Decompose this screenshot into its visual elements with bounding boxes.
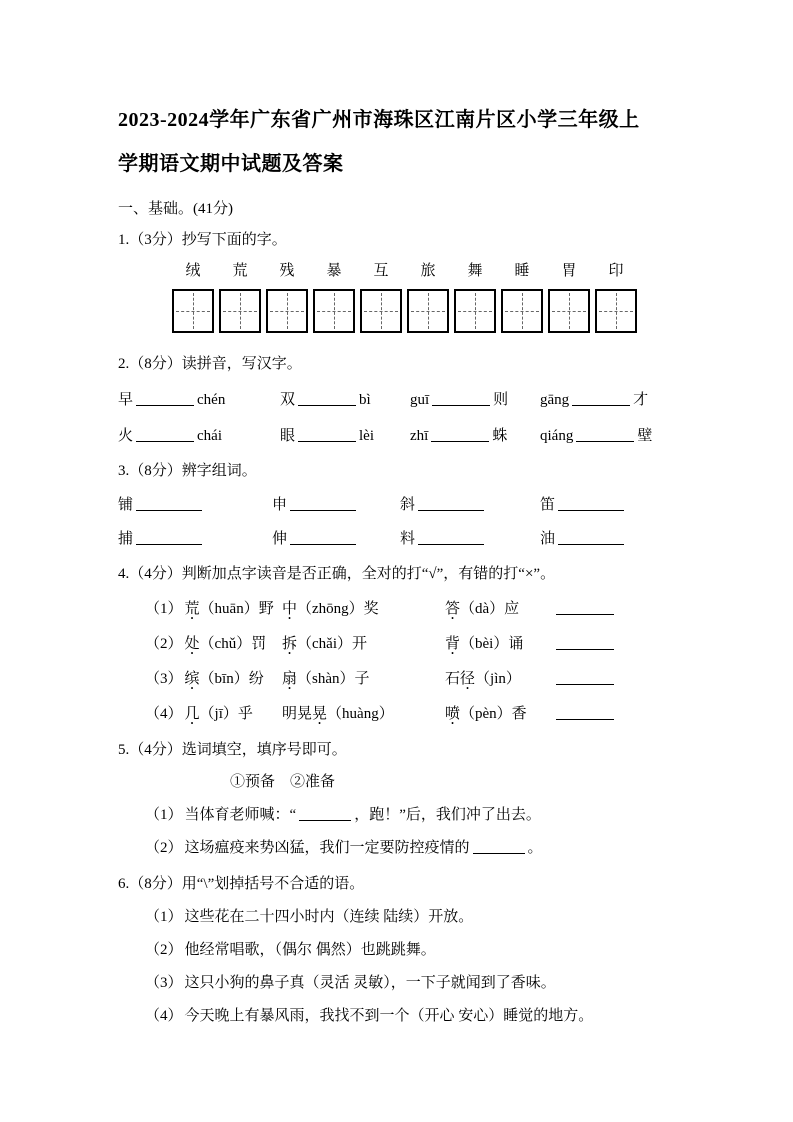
- q2-row: [118, 391, 675, 409]
- judge-phrase: [445, 600, 553, 618]
- pinyin-blank-item: [410, 391, 540, 409]
- q6-item: [145, 941, 675, 959]
- phrase-post: （zhōng）奖: [297, 601, 379, 617]
- item-char: 料: [400, 531, 416, 547]
- copy-character: 残: [279, 263, 295, 279]
- sentence-pre: 当体育老师喊：“: [184, 807, 297, 823]
- item-pre: qiáng: [540, 428, 574, 444]
- q2-prompt: 2.（8分）读拼音，写汉字。: [118, 356, 302, 372]
- sentence-text: 他经常唱歌，（偶尔 偶然）也跳跳舞。: [184, 942, 436, 958]
- answer-blank: [136, 496, 202, 511]
- subitem-label: （4）: [145, 1008, 183, 1024]
- phrase-post: （bèi）诵: [460, 636, 524, 652]
- dotted-character: 荒: [184, 601, 200, 617]
- judge-phrase: [282, 635, 445, 653]
- copy-character: 旅: [420, 263, 436, 279]
- item-post: 才: [633, 392, 649, 408]
- word-blank-item: [118, 496, 272, 514]
- sentence-text: 今天晚上有暴风雨，我找不到一个（开心 安心）睡觉的地方。: [184, 1008, 594, 1024]
- item-pre: 早: [118, 392, 134, 408]
- doc-title: [118, 98, 675, 186]
- judge-phrase: [145, 705, 282, 723]
- sentence-text: 这只小狗的鼻子真（灵活 灵敏），一下子就闻到了香味。: [184, 975, 556, 991]
- judge-phrase: [445, 635, 553, 653]
- answer-blank: [418, 530, 484, 545]
- item-post: chái: [197, 428, 222, 444]
- judge-phrase: [145, 670, 282, 688]
- judge-phrase: [445, 670, 553, 688]
- word-blank-item: [118, 530, 272, 548]
- answer-blank: [298, 391, 356, 406]
- answer-blank: [556, 670, 614, 685]
- writing-grid-cell: [501, 289, 543, 333]
- item-char: 捕: [118, 531, 134, 547]
- q2-row: [118, 427, 675, 445]
- phrase-post: （chǔ）罚: [199, 636, 267, 652]
- item-char: 斜: [400, 497, 416, 513]
- answer-blank: [136, 427, 194, 442]
- answer-blank: [290, 496, 356, 511]
- subitem-label: （4）: [145, 706, 183, 722]
- copy-character: 荒: [232, 263, 248, 279]
- q5-prompt: 5.（4分）选词填空，填序号即可。: [118, 742, 347, 758]
- phrase-post: （chǎi）开: [297, 636, 367, 652]
- dotted-character: 径: [460, 671, 476, 687]
- subitem-label: （3）: [145, 975, 183, 991]
- answer-blank: [432, 391, 490, 406]
- phrase-post: （bīn）纷: [199, 671, 264, 687]
- dotted-character: 中: [282, 601, 298, 617]
- answer-blank: [431, 427, 489, 442]
- phrase-pre: 明晃: [282, 706, 313, 722]
- q6-item: [145, 908, 675, 926]
- copy-character: 胃: [561, 263, 577, 279]
- q6-item: [145, 974, 675, 992]
- copy-character: 印: [608, 263, 624, 279]
- item-char: 笛: [540, 497, 556, 513]
- q1-writing-grids: [172, 289, 675, 333]
- answer-blank: [558, 530, 624, 545]
- writing-grid-cell: [313, 289, 355, 333]
- subitem-label: （3）: [145, 671, 183, 687]
- dotted-character: 喷: [445, 706, 461, 722]
- answer-blank: [558, 496, 624, 511]
- pinyin-blank-item: [118, 427, 280, 445]
- q4-judge-row: [145, 670, 675, 688]
- dotted-character: 处: [184, 636, 200, 652]
- writing-grid-cell: [454, 289, 496, 333]
- answer-blank: [136, 530, 202, 545]
- item-pre: 眼: [280, 428, 296, 444]
- writing-grid-cell: [219, 289, 261, 333]
- phrase-post: （dà）应: [460, 601, 520, 617]
- section-heading: 一、基础。(41分): [118, 201, 233, 217]
- q5-item: [145, 806, 675, 824]
- q3-row: [118, 530, 675, 548]
- item-char: 申: [272, 497, 288, 513]
- phrase-post: （shàn）子: [297, 671, 370, 687]
- dotted-character: 晃: [312, 706, 328, 722]
- sentence-pre: 这场瘟疫来势凶猛，我们一定要防控疫情的: [184, 840, 470, 856]
- q4-judge-row: [145, 600, 675, 618]
- pinyin-blank-item: [280, 427, 410, 445]
- item-post: 则: [493, 392, 509, 408]
- pinyin-blank-item: [280, 391, 410, 409]
- subitem-label: （1）: [145, 807, 183, 823]
- copy-character: 绒: [185, 263, 201, 279]
- q3-prompt: 3.（8分）辨字组词。: [118, 463, 257, 479]
- writing-grid-cell: [172, 289, 214, 333]
- answer-blank: [556, 635, 614, 650]
- sentence-text: 这些花在二十四小时内（连续 陆续）开放。: [184, 909, 474, 925]
- judge-answer: [553, 635, 675, 653]
- answer-blank: [290, 530, 356, 545]
- answer-blank: [298, 427, 356, 442]
- pinyin-blank-item: [410, 427, 540, 445]
- q1-copy-characters: [172, 262, 675, 280]
- item-pre: 火: [118, 428, 134, 444]
- writing-grid-cell: [548, 289, 590, 333]
- item-pre: gāng: [540, 392, 570, 408]
- dotted-character: 缤: [184, 671, 200, 687]
- word-blank-item: [272, 530, 400, 548]
- dotted-character: 拆: [282, 636, 298, 652]
- subitem-label: （1）: [145, 601, 183, 617]
- phrase-post: （pèn）香: [460, 706, 527, 722]
- word-blank-item: [400, 496, 540, 514]
- q4-prompt: 4.（4分）判断加点字读音是否正确，全对的打“√”，有错的打“×”。: [118, 566, 556, 582]
- writing-grid-cell: [266, 289, 308, 333]
- q4-judge-row: [145, 635, 675, 653]
- sentence-post: ，跑！”后，我们冲了出去。: [354, 807, 541, 823]
- item-char: 伸: [272, 531, 288, 547]
- item-post: bì: [359, 392, 371, 408]
- judge-answer: [553, 705, 675, 723]
- item-post: 蛛: [492, 428, 508, 444]
- phrase-pre: 石: [445, 671, 461, 687]
- judge-phrase: [445, 705, 553, 723]
- item-char: 铺: [118, 497, 134, 513]
- answer-blank: [299, 806, 351, 821]
- doc-title-line2: 学期语文期中试题及答案: [118, 153, 344, 175]
- answer-blank: [576, 427, 634, 442]
- item-post: 壁: [637, 428, 653, 444]
- judge-phrase: [282, 705, 445, 723]
- phrase-post: （jī）乎: [199, 706, 253, 722]
- copy-character: 暴: [326, 263, 342, 279]
- copy-character: 睡: [514, 263, 530, 279]
- copy-character: 互: [373, 263, 389, 279]
- q3-row: [118, 496, 675, 514]
- q6-item: [145, 1007, 675, 1025]
- writing-grid-cell: [407, 289, 449, 333]
- sentence-post: 。: [527, 840, 543, 856]
- item-pre: 双: [280, 392, 296, 408]
- word-blank-item: [540, 530, 675, 548]
- answer-blank: [136, 391, 194, 406]
- answer-blank: [556, 600, 614, 615]
- item-char: 油: [540, 531, 556, 547]
- judge-answer: [553, 600, 675, 618]
- answer-blank: [556, 705, 614, 720]
- word-blank-item: [540, 496, 675, 514]
- dotted-character: 答: [445, 601, 461, 617]
- item-pre: guī: [410, 392, 430, 408]
- judge-phrase: [282, 670, 445, 688]
- judge-phrase: [145, 635, 282, 653]
- doc-title-line1: 2023-2024学年广东省广州市海珠区江南片区小学三年级上: [118, 109, 640, 131]
- judge-phrase: [282, 600, 445, 618]
- phrase-post: （huān）野: [199, 601, 274, 617]
- q5-item: [145, 839, 675, 857]
- pinyin-blank-item: [540, 427, 675, 445]
- item-pre: zhī: [410, 428, 429, 444]
- word-blank-item: [272, 496, 400, 514]
- copy-character: 舞: [467, 263, 483, 279]
- q5-options: ①预备 ②准备: [230, 774, 336, 790]
- writing-grid-cell: [360, 289, 402, 333]
- dotted-character: 扇: [282, 671, 298, 687]
- writing-grid-cell: [595, 289, 637, 333]
- word-blank-item: [400, 530, 540, 548]
- subitem-label: （2）: [145, 942, 183, 958]
- subitem-label: （2）: [145, 840, 183, 856]
- judge-phrase: [145, 600, 282, 618]
- phrase-post: （jìn）: [475, 671, 521, 687]
- q6-prompt: 6.（8分）用“\”划掉括号不合适的语。: [118, 876, 365, 892]
- item-post: lèi: [359, 428, 375, 444]
- answer-blank: [572, 391, 630, 406]
- pinyin-blank-item: [118, 391, 280, 409]
- item-post: chén: [197, 392, 226, 408]
- subitem-label: （1）: [145, 909, 183, 925]
- answer-blank: [473, 839, 525, 854]
- subitem-label: （2）: [145, 636, 183, 652]
- judge-answer: [553, 670, 675, 688]
- dotted-character: 几: [184, 706, 200, 722]
- q1-prompt: 1.（3分）抄写下面的字。: [118, 232, 287, 248]
- dotted-character: 背: [445, 636, 461, 652]
- pinyin-blank-item: [540, 391, 675, 409]
- phrase-post: （huàng）: [327, 706, 394, 722]
- q4-judge-row: [145, 705, 675, 723]
- answer-blank: [418, 496, 484, 511]
